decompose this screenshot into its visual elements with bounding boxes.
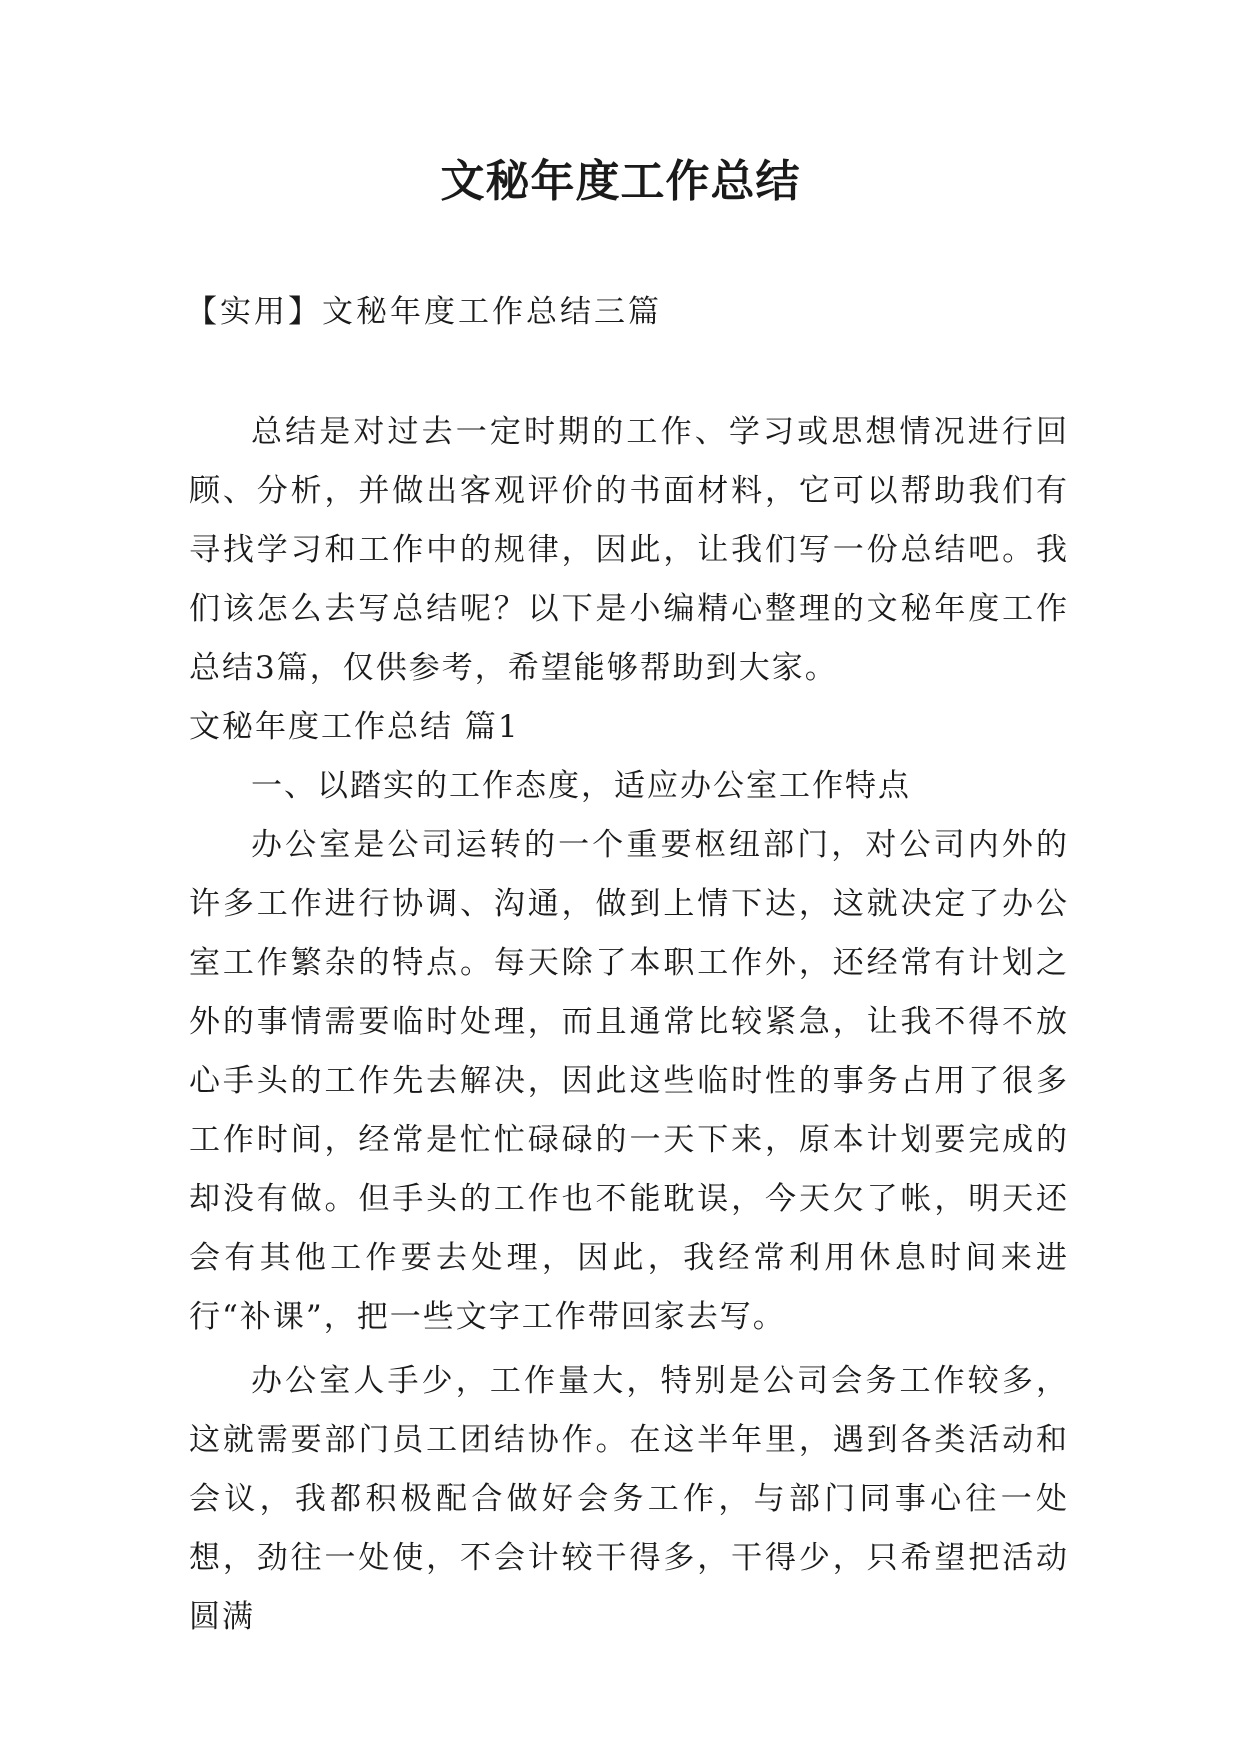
intro-paragraph: 总结是对过去一定时期的工作、学习或思想情况进行回顾、分析，并做出客观评价的书面材料，它可以帮助我们有寻找学习和工作中的规律，因此，让我们写一份总结吧。我们该怎么去写总结呢？以下是小编精心整理的文秘年度工作总结3篇，仅供参考，希望能够帮助到大家。: [189, 414, 1069, 686]
document-body: [189, 403, 1069, 1647]
document-title: 文秘年度工作总结: [440, 156, 801, 207]
body-paragraph: 办公室是公司运转的一个重要枢纽部门，对公司内外的许多工作进行协调、沟通，做到上情下达，这就决定了办公室工作繁杂的特点。每天除了本职工作外，还经常有计划之外的事情需要临时处理，而且通常比较紧急，让我不得不放心手头的工作先去解决，因此这些临时性的事务占用了很多工作时间，经常是忙忙碌碌的一天下来，原本计划要完成的却没有做。但手头的工作也不能耽误，今天欠了帐，明天还会有其他工作要去处理，因此，我经常利用休息时间来进行“补课”，把一些文字工作带回家去写。: [189, 827, 1069, 1335]
body-paragraph: 办公室人手少，工作量大，特别是公司会务工作较多，这就需要部门员工团结协作。在这半年里，遇到各类活动和会议，我都积极配合做好会务工作，与部门同事心往一处想，劲往一处使，不会计较干得多，干得少，只希望把活动圆满: [189, 1363, 1069, 1635]
section-heading: 文秘年度工作总结 篇1: [189, 709, 520, 745]
document-subtitle: 【实用】文秘年度工作总结三篇: [186, 294, 662, 330]
subsection-heading: 一、以踏实的工作态度，适应办公室工作特点: [251, 768, 911, 804]
